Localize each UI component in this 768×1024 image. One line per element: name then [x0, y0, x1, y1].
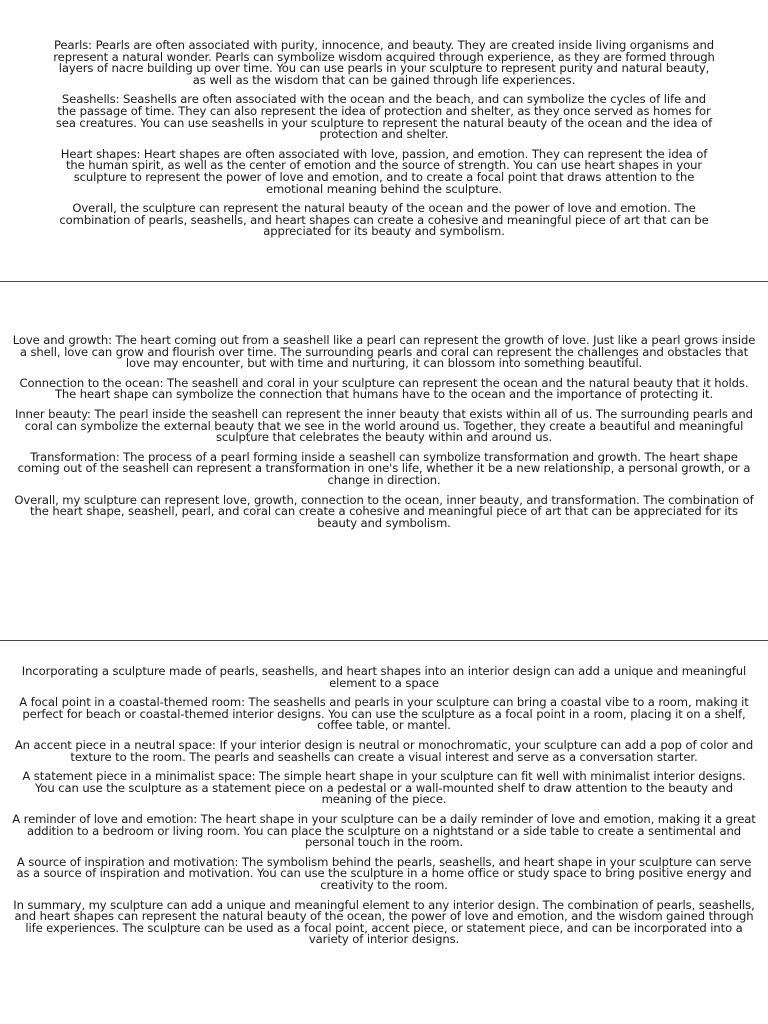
pearls-paragraph: Pearls: Pearls are often associated with purity, innocence, and beauty. They are created inside living organisms and represent a natural wonder. Pearls can symbolize wisdom acquired through experience, as they are formed through layers of nacre building up over time. You can use pearls in your sculpture to represent purity and natural beauty, as well as the wisdom that can be gained through life experiences. — [53, 38, 715, 87]
love-reminder-paragraph: A reminder of love and emotion: The heart shape in your sculpture can be a daily reminder of love and emotion, making it a great addition to a bedroom or living room. You can place the sculpture on a nightstand or a side table to create a sentimental and personal touch in the room. — [12, 811, 756, 850]
summary-paragraph: In summary, my sculpture can add a unique and meaningful element to any interior design. The combination of pearls, seashells, and heart shapes can represent the natural beauty of the ocean, the power of love and emotion, and the wisdom gained through life experiences. The sculpture can be used as a focal point, accent piece, or statement piece, and can be incorporated into a variety of interior designs. — [13, 897, 755, 947]
interior-design-section — [0, 666, 768, 954]
seashells-paragraph: Seashells: Seashells are often associated with the ocean and the beach, and can symbolize the cycles of life and the passage of time. They can also represent the idea of protection and shelter, as they once served as homes for sea creatures. You can use seashells in your sculpture to represent the natural beauty of the ocean and the idea of protection and shelter. — [55, 92, 713, 142]
overall-paragraph: Overall, my sculpture can represent love, growth, connection to the ocean, inner beauty, and transformation. The combination of the heart shape, seashell, pearl, and coral can create a cohesive and meaningful piece of art that can be appreciated for its beauty and symbolism. — [14, 492, 754, 530]
accent-piece-paragraph: An accent piece in a neutral space: If your interior design is neutral or monochromatic, your sculpture can add a pop of color and texture to the room. The pearls and seashells can create a visual interest and serve as a conversation starter. — [14, 737, 754, 764]
focal-point-paragraph: A focal point in a coastal-themed room: The seashells and pearls in your sculpture can bring a coastal vibe to a room, making it perfect for beach or coastal-themed interior designs. You can use the sculpture as a focal point in a room, placing it on a shelf, coffee table, or mantel. — [19, 695, 749, 733]
heart-shapes-paragraph: Heart shapes: Heart shapes are often associated with love, passion, and emotion. They can represent the idea of the human spirit, as well as the center of emotion and the source of strength. You can use heart shapes in your sculpture to represent the power of love and emotion, and to create a focal point that draws attention to the emotional meaning behind the sculpture. — [60, 146, 708, 196]
section-divider — [0, 640, 768, 641]
inspiration-paragraph: A source of inspiration and motivation: The symbolism behind the pearls, seashells, and heart shape in your sculpture can serve as a source of inspiration and motivation. You can use the sculpture in a home office or study space to bring positive energy and creativity to the room. — [16, 854, 752, 892]
symbolism-section — [0, 40, 768, 246]
section-divider — [0, 281, 768, 282]
ocean-connection-paragraph: Connection to the ocean: The seashell and coral in your sculpture can represent the ocean and the natural beauty that it holds. The heart shape can symbolize the connection that humans have to the ocean and the importance of protecting it. — [19, 375, 749, 402]
intro-paragraph: Incorporating a sculpture made of pearls, seashells, and heart shapes into an interior design can add a unique and meaningful element to a space — [21, 664, 747, 690]
meaning-section — [0, 335, 768, 537]
inner-beauty-paragraph: Inner beauty: The pearl inside the seashell can represent the inner beauty that exists within all of us. The surrounding pearls and coral can symbolize the external beauty that we see in the world around us. Together, they create a beautiful and meaningful sculpture that celebrates the beauty within and around us. — [15, 406, 753, 445]
transformation-paragraph: Transformation: The process of a pearl forming inside a seashell can symbolize transformation and growth. The heart shape coming out of the seashell can represent a transformation in one's life, whether it be a new relationship, a personal growth, or a change in direction. — [17, 449, 751, 487]
love-growth-paragraph: Love and growth: The heart coming out from a seashell like a pearl can represent the growth of love. Just like a pearl grows inside a shell, love can grow and flourish over time. The surrounding pearls and coral can represent the challenges and obstacles that love may encounter, but with time and nurturing, it can blossom into something beautiful. — [12, 333, 756, 371]
statement-piece-paragraph: A statement piece in a minimalist space: The simple heart shape in your sculpture can fit well with minimalist interior designs. You can use the sculpture as a statement piece on a pedestal or a wall-mounted shelf to draw attention to the beauty and meaning of the piece. — [22, 769, 746, 807]
overall-paragraph: Overall, the sculpture can represent the natural beauty of the ocean and the power of love and emotion. The combination of pearls, seashells, and heart shapes can create a cohesive and meaningful piece of art that can be appreciated for its beauty and symbolism. — [59, 201, 709, 239]
